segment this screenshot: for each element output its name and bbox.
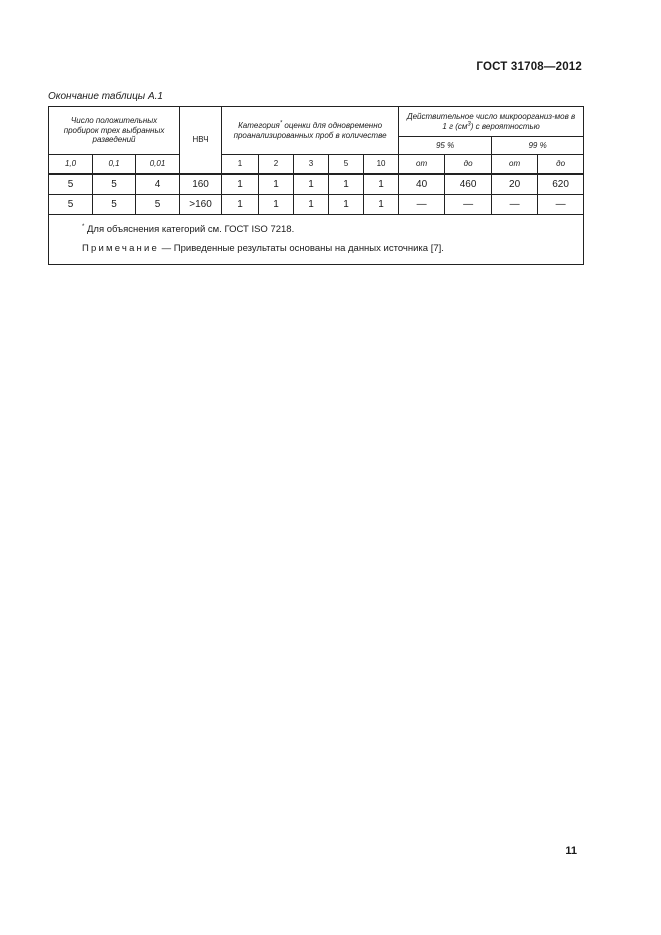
results-table — [48, 106, 584, 265]
table-cell: 5 — [93, 195, 136, 215]
header-nvch: НВЧ — [180, 107, 222, 175]
table-cell: — — [492, 195, 538, 215]
header-category-rest: оценки для одновременно проанализированных проб в количестве — [233, 120, 387, 140]
table-cell: 40 — [399, 174, 445, 195]
bound-99-from: от — [492, 155, 538, 175]
note — [82, 239, 577, 258]
header-positive-tubes: Число положительных пробирок трех выбранных разведений — [49, 107, 180, 155]
table-cell: — — [399, 195, 445, 215]
table-cell: 1 — [329, 195, 364, 215]
document-code: ГОСТ 31708—2012 — [476, 61, 582, 73]
table-cell: 20 — [492, 174, 538, 195]
table-cell: 1 — [364, 174, 399, 195]
table-cell: 1 — [294, 195, 329, 215]
table-cell: 160 — [180, 174, 222, 195]
table-cell: >160 — [180, 195, 222, 215]
header-category — [222, 107, 399, 155]
bound-99-to: до — [538, 155, 584, 175]
bound-95-from: от — [399, 155, 445, 175]
footnote-mark: * — [82, 223, 85, 230]
table-caption: Окончание таблицы А.1 — [48, 91, 163, 102]
footnote-text: Для объяснения категорий см. ГОСТ ISO 7218. — [84, 224, 295, 235]
table-cell: — — [538, 195, 584, 215]
count-2: 2 — [259, 155, 294, 175]
page-number: 11 — [565, 845, 577, 857]
table-cell: 1 — [259, 195, 294, 215]
count-4: 5 — [329, 155, 364, 175]
table-cell: 5 — [49, 195, 93, 215]
dilution-1: 1,0 — [49, 155, 93, 175]
table-notes — [49, 215, 584, 265]
footnote — [82, 220, 577, 239]
table-row — [49, 195, 584, 215]
table-cell: 5 — [93, 174, 136, 195]
count-3: 3 — [294, 155, 329, 175]
table-cell: 5 — [136, 195, 180, 215]
table-cell: 4 — [136, 174, 180, 195]
table-cell: 1 — [222, 195, 259, 215]
header-category-word: Категория — [238, 120, 280, 130]
table-cell: 1 — [364, 195, 399, 215]
table-cell: 1 — [259, 174, 294, 195]
count-1: 1 — [222, 155, 259, 175]
table-row — [49, 174, 584, 195]
header-p99: 99 % — [492, 137, 584, 155]
table-cell: 5 — [49, 174, 93, 195]
dilution-3: 0,01 — [136, 155, 180, 175]
bound-95-to: до — [445, 155, 492, 175]
header-actual-count — [399, 107, 584, 137]
table-cell: 1 — [329, 174, 364, 195]
header-actual-a: Действительное число микроорганиз-мов в 1 г (см — [406, 111, 576, 131]
table-cell: 620 — [538, 174, 584, 195]
table-cell: 460 — [445, 174, 492, 195]
note-label: Примечание — [82, 243, 159, 254]
table-cell: 1 — [294, 174, 329, 195]
dilution-2: 0,1 — [93, 155, 136, 175]
table-cell: — — [445, 195, 492, 215]
header-category-mark: * — [279, 120, 283, 127]
count-5: 10 — [364, 155, 399, 175]
note-text: — Приведенные результаты основаны на данных источника [7]. — [159, 243, 444, 254]
header-actual-b: ) с вероятностью — [470, 121, 540, 131]
header-actual-sup: 3 — [467, 120, 471, 127]
header-p95: 95 % — [399, 137, 492, 155]
table-cell: 1 — [222, 174, 259, 195]
